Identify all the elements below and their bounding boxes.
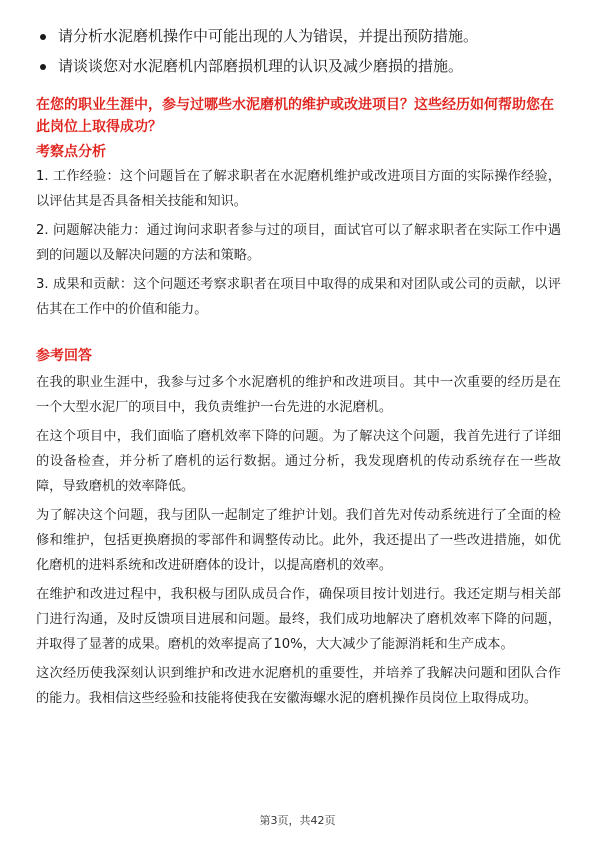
answer-paragraph: 为了解决这个问题，我与团队一起制定了维护计划。我们首先对传动系统进行了全面的检修和维护，包括更换磨损的零部件和调整传动比。此外，我还提出了一些改进措施，如优化磨机的进料系统和改进研磨体的设计，以提高磨机的效率。: [36, 508, 561, 573]
answer-paragraph: 在这个项目中，我们面临了磨机效率下降的问题。为了解决这个问题，我首先进行了详细的设备检查，并分析了磨机的运行数据。通过分析，我发现磨机的传动系统存在一些故障，导致磨机的效率降低。: [36, 429, 561, 494]
page-number: 第3页，共42页: [259, 814, 336, 827]
answer-section: [36, 370, 561, 715]
analysis-item: 2. 问题解决能力：通过询问求职者参与过的项目，面试官可以了解求职者在实际工作中遇到的问题以及解决问题的方法和策略。: [36, 223, 561, 263]
analysis-item: 1. 工作经验：这个问题旨在了解求职者在水泥磨机维护或改进项目方面的实际操作经验，以评估其是否具备相关技能和知识。: [36, 169, 561, 209]
question-bullet-list: [36, 24, 566, 84]
analysis-item: 3. 成果和贡献：这个问题还考察求职者在项目中取得的成果和对团队或公司的贡献，以评估其在工作中的价值和能力。: [36, 277, 561, 317]
answer-paragraph: 在维护和改进过程中，我积极与团队成员合作，确保项目按计划进行。我还定期与相关部门进行沟通，及时反馈项目进展和问题。最终，我们成功地解决了磨机效率下降的问题，并取得了显著的成果。磨机的效率提高了10%，大大减少了能源消耗和生产成本。: [36, 587, 561, 652]
analysis-section-title: 考察点分析: [36, 144, 106, 160]
answer-section-title: 参考回答: [36, 348, 92, 364]
answer-paragraph: 在我的职业生涯中，我参与过多个水泥磨机的维护和改进项目。其中一次重要的经历是在一个大型水泥厂的项目中，我负责维护一台先进的水泥磨机。: [36, 375, 561, 415]
interview-question: 在您的职业生涯中，参与过哪些水泥磨机的维护或改进项目？这些经历如何帮助您在此岗位上取得成功？: [36, 97, 554, 135]
bullet-item: 请谈谈您对水泥磨机内部磨损机理的认识及减少磨损的措施。: [36, 54, 566, 78]
answer-paragraph: 这次经历使我深刻认识到维护和改进水泥磨机的重要性，并培养了我解决问题和团队合作的能力。我相信这些经验和技能将使我在安徽海螺水泥的磨机操作员岗位上取得成功。: [36, 666, 561, 706]
analysis-section: [36, 164, 561, 326]
bullet-item: 请分析水泥磨机操作中可能出现的人为错误，并提出预防措施。: [36, 24, 566, 48]
